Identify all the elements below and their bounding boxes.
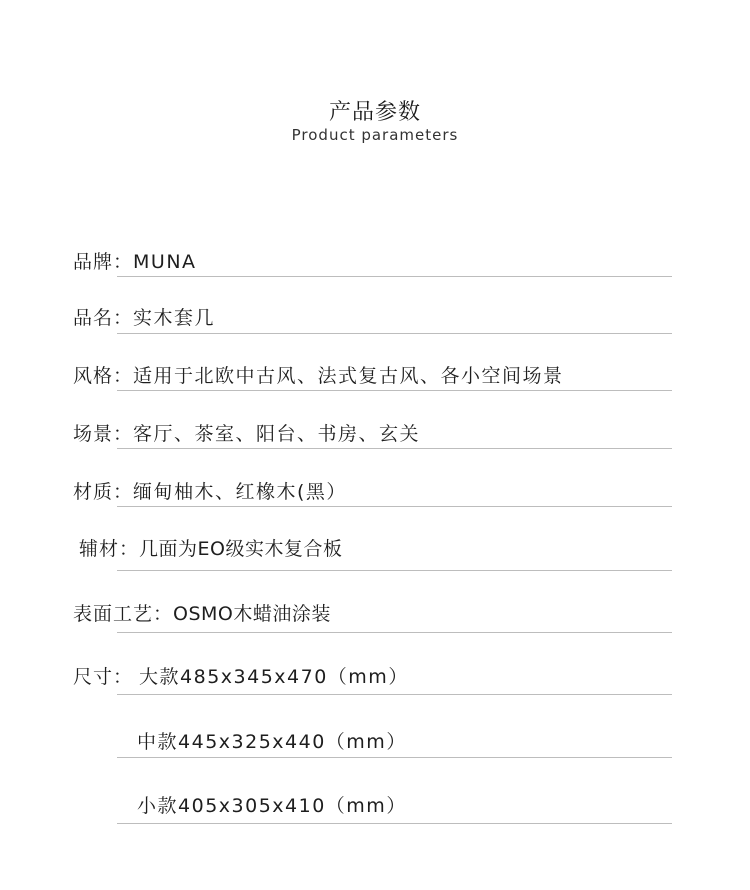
param-value: MUNA xyxy=(133,251,197,273)
param-value: 几面为EO级实木复合板 xyxy=(139,538,343,560)
param-row-material xyxy=(0,480,750,520)
param-value: 适用于北欧中古风、法式复古风、各小空间场景 xyxy=(133,365,564,387)
size-dims: 405x305x410（mm） xyxy=(178,795,407,817)
param-label: 辅材： xyxy=(79,538,140,560)
row-divider xyxy=(117,390,672,391)
size-name: 中款 xyxy=(137,731,179,753)
param-row-scene xyxy=(0,422,750,462)
page-title: 产品参数 xyxy=(328,100,421,125)
param-row-size-small xyxy=(0,794,750,834)
param-row-size-large xyxy=(0,665,750,705)
row-divider xyxy=(117,757,672,758)
page-subtitle: Product parameters xyxy=(291,126,459,144)
param-row-size-medium xyxy=(0,730,750,770)
param-value: OSMO木蜡油涂装 xyxy=(173,603,331,625)
row-divider xyxy=(117,632,672,633)
param-label: 场景： xyxy=(73,423,134,445)
size-dims: 485x345x470（mm） xyxy=(180,666,409,688)
row-divider xyxy=(117,823,672,824)
param-label: 品名： xyxy=(73,307,134,329)
param-row-auxiliary xyxy=(0,537,750,577)
row-divider xyxy=(117,333,672,334)
param-row-style xyxy=(0,364,750,404)
size-name: 大款 xyxy=(139,666,181,688)
param-row-surface xyxy=(0,602,750,642)
param-label: 尺寸： xyxy=(73,666,134,688)
row-divider xyxy=(117,570,672,571)
param-row-product-name xyxy=(0,306,750,346)
param-value: 客厅、茶室、阳台、书房、玄关 xyxy=(133,423,421,445)
size-name: 小款 xyxy=(137,795,179,817)
param-label: 表面工艺： xyxy=(73,603,174,625)
row-divider xyxy=(117,276,672,277)
size-dims: 445x325x440（mm） xyxy=(178,731,407,753)
param-label: 品牌： xyxy=(73,251,134,273)
row-divider xyxy=(117,448,672,449)
param-label: 风格： xyxy=(73,365,134,387)
param-value: 缅甸柚木、红橡木(黑） xyxy=(133,481,347,503)
param-label: 材质： xyxy=(73,481,134,503)
param-value: 实木套几 xyxy=(133,307,216,329)
row-divider xyxy=(117,694,672,695)
param-row-brand xyxy=(0,250,750,290)
row-divider xyxy=(117,506,672,507)
